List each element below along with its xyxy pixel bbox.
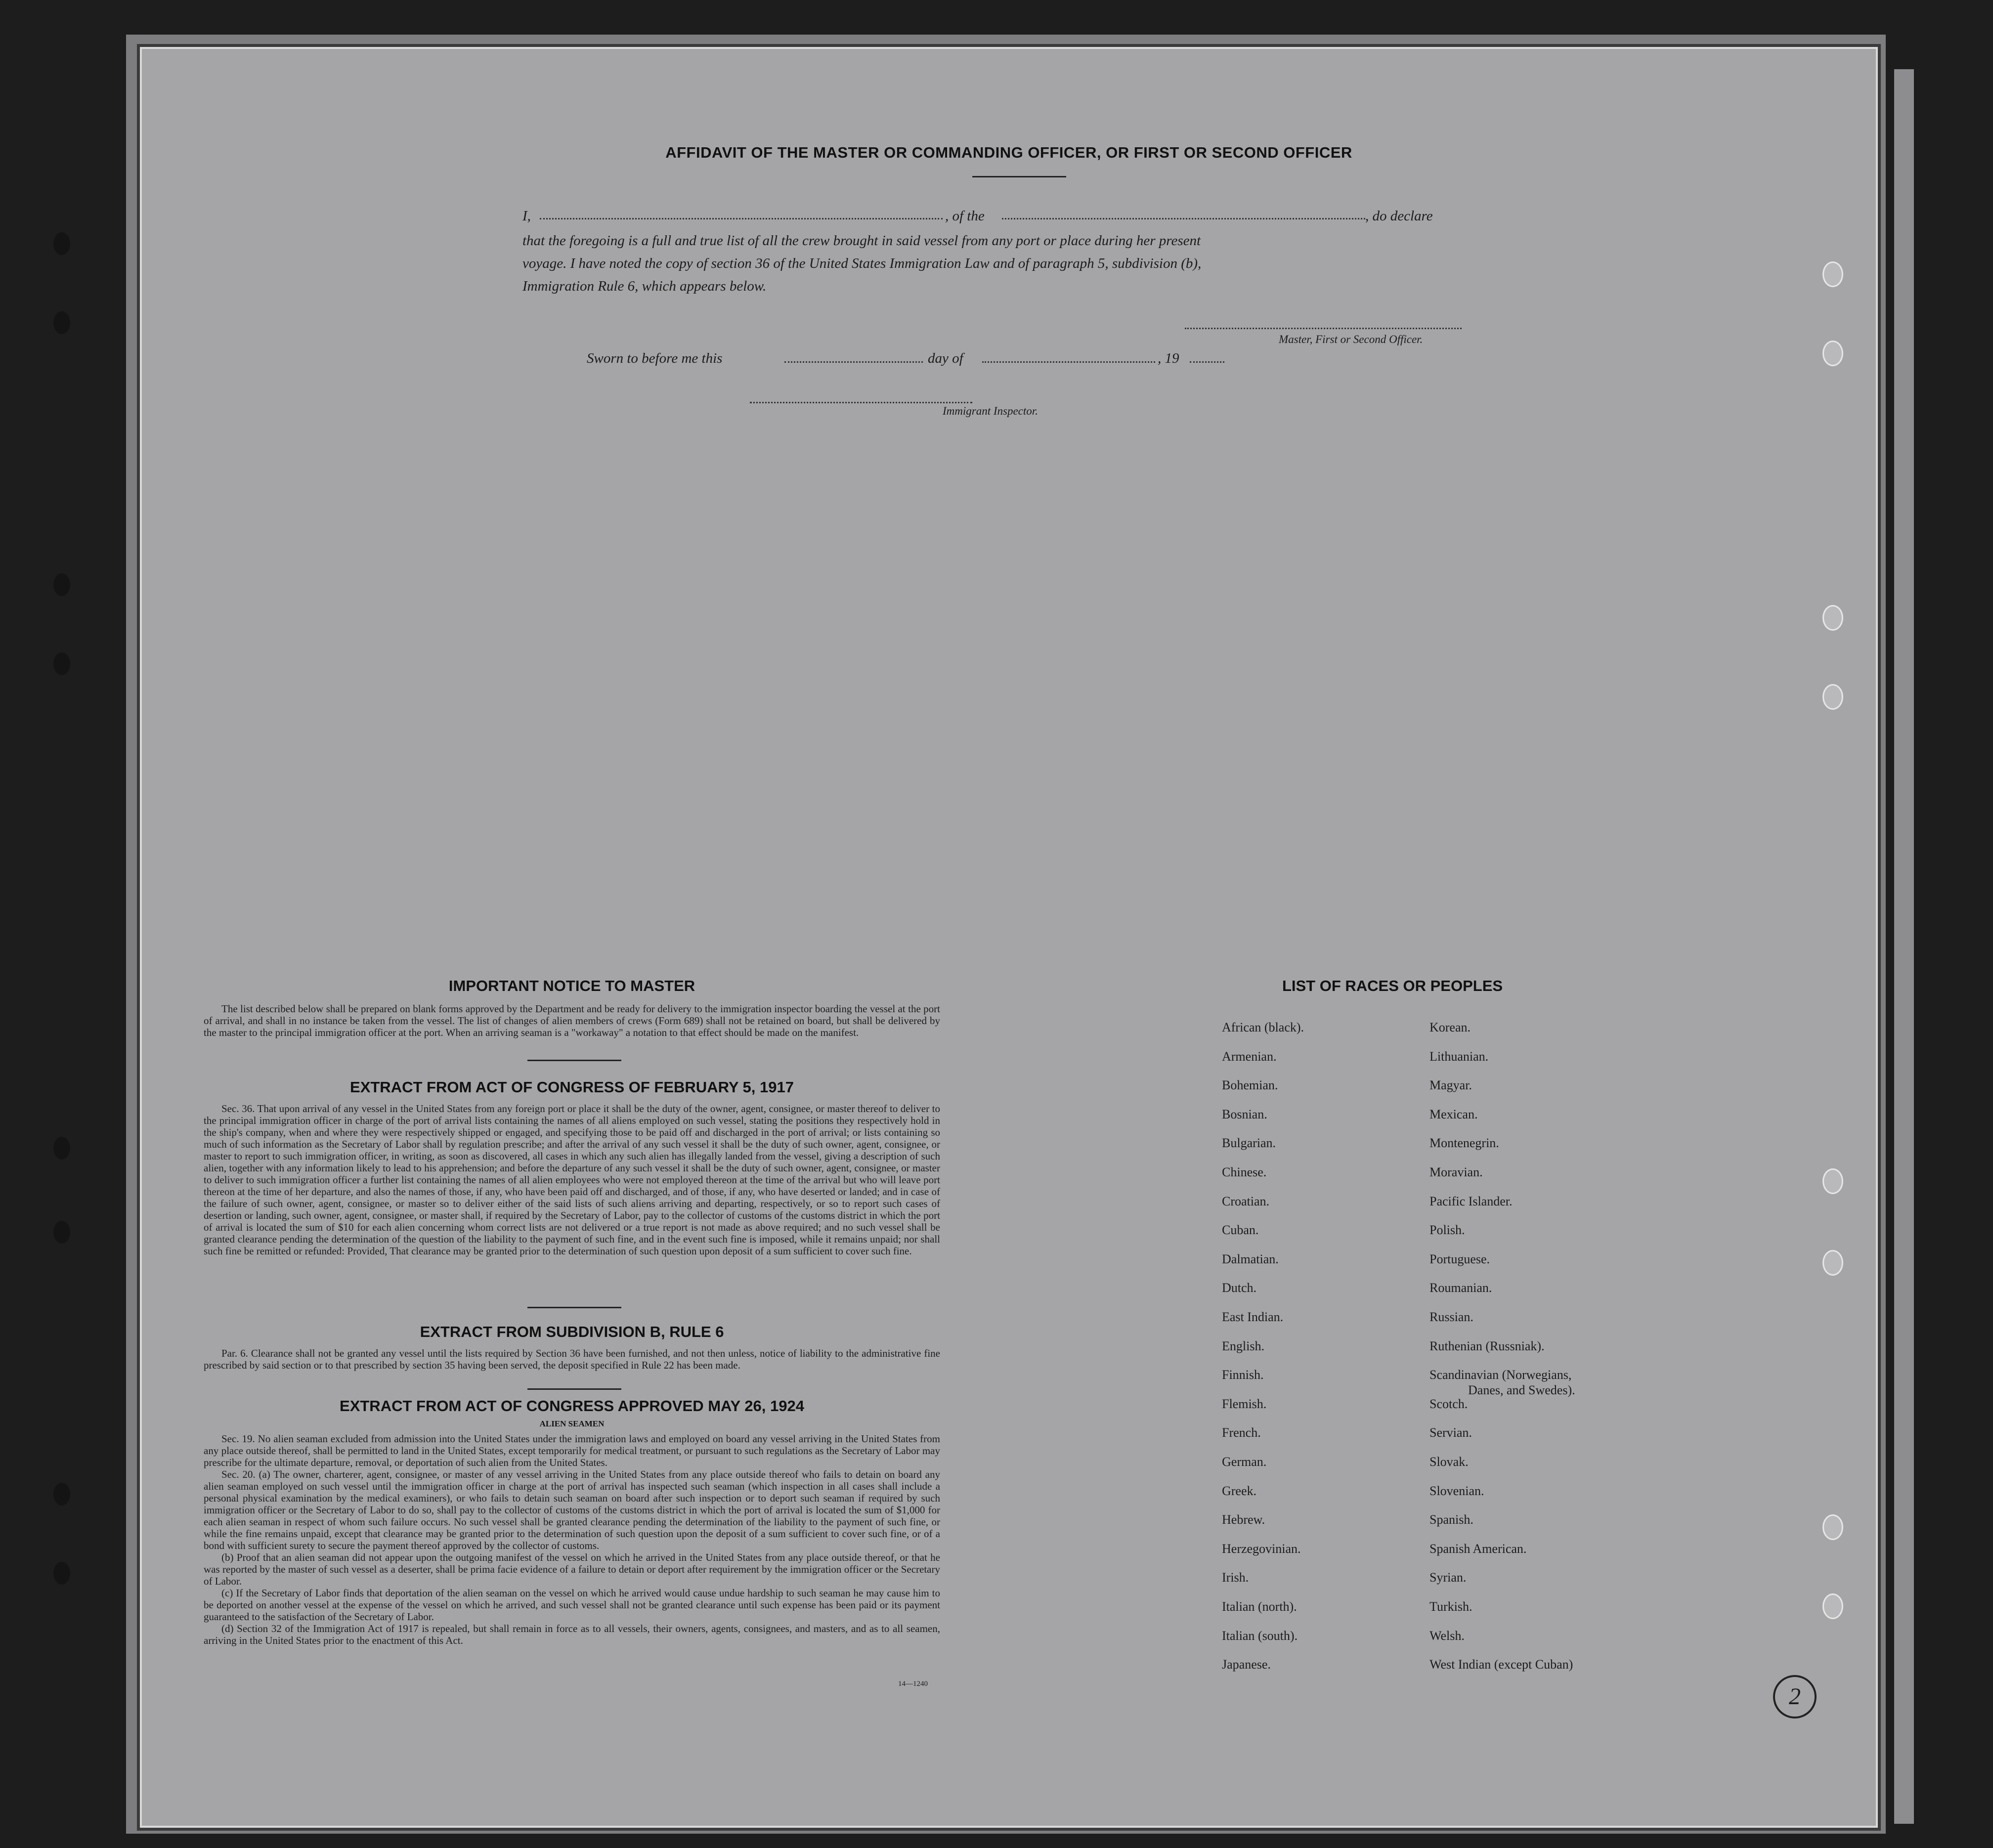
race-item: Montenegrin. [1430,1136,1499,1150]
punch-hole [1822,341,1843,366]
race-item: Roumanian. [1430,1281,1492,1295]
race-item: Danes, and Swedes). [1468,1383,1575,1397]
race-item: Chinese. [1222,1165,1267,1179]
race-item: Syrian. [1430,1570,1467,1585]
race-item: Finnish. [1222,1368,1264,1382]
alien-seamen-subtitle: ALIEN SEAMEN [539,1419,605,1428]
section-rule [527,1060,621,1061]
race-item: Herzegovinian. [1222,1542,1301,1556]
race-item: Welsh. [1430,1629,1465,1643]
race-item: African (black). [1222,1020,1304,1034]
punch-hole [1822,1168,1843,1194]
binder-hole [53,1562,70,1585]
race-item: Italian (south). [1222,1629,1298,1643]
section-rule [527,1307,621,1308]
day-blank [784,361,923,363]
punch-hole [1822,261,1843,287]
affidavit-line4: Immigration Rule 6, which appears below. [522,278,767,294]
race-item: Lithuanian. [1430,1049,1489,1064]
extract-rule6-text [204,1347,940,1371]
sworn-label: Sworn to before me this [587,350,723,366]
race-item: Croatian. [1222,1194,1270,1208]
sec-19-paragraph: Sec. 19. No alien seaman excluded from admission into the United States under the immigration laws and employed on board any vessel arriving in the United States from any place outside thereof, shall be permitted to land in the United States, except temporarily for medical treatment, or pursuant to such regulations as the Secretary of Labor may prescribe for the ultimate departure, removal, or deportation of such alien from the United States. [204,1433,940,1468]
race-item: Pacific Islander. [1430,1194,1513,1208]
race-item: Scotch. [1430,1397,1468,1411]
binder-hole [53,311,70,334]
race-item: Japanese. [1222,1657,1271,1672]
form-number: 14—1240 [898,1680,928,1688]
race-item: Moravian. [1430,1165,1483,1179]
punch-hole [1822,1514,1843,1540]
punch-hole [1822,1250,1843,1276]
race-item: West Indian (except Cuban) [1430,1657,1573,1672]
title-rule [972,176,1066,177]
punch-hole [1822,1593,1843,1619]
race-item: Magyar. [1430,1078,1472,1092]
race-item: Slovenian. [1430,1484,1484,1498]
affidavit-declare: , do declare [1365,208,1433,224]
binder-hole [53,1137,70,1160]
race-item: Bohemian. [1222,1078,1278,1092]
affidavit-title: AFFIDAVIT OF THE MASTER OR COMMANDING OFFICER, OR FIRST OR SECOND OFFICER [665,144,1352,161]
race-item: Korean. [1430,1020,1471,1034]
page-number: 2 [1773,1675,1817,1719]
race-item: Ruthenian (Russniak). [1430,1339,1545,1353]
race-item: Bosnian. [1222,1107,1267,1121]
binder-hole [53,652,70,675]
inspector-label: Immigrant Inspector. [943,405,1038,417]
notice-title: IMPORTANT NOTICE TO MASTER [448,977,695,994]
extract-1917-text [204,1103,940,1257]
race-item: Dalmatian. [1222,1252,1279,1266]
sec-20d-paragraph: (d) Section 32 of the Immigration Act of 1917 is repealed, but shall remain in force as to all vessels, their owners, agents, consignees, and masters, and as to all seamen, arriving in the United States prior to the enactment of this Act. [204,1623,940,1646]
races-title: LIST OF RACES OR PEOPLES [1282,977,1503,994]
race-item: Italian (north). [1222,1599,1297,1614]
affidavit-i: I, [522,208,531,224]
race-item: Servian. [1430,1425,1472,1440]
extract-1924-title: EXTRACT FROM ACT OF CONGRESS APPROVED MAY 26, 1924 [340,1397,804,1415]
race-item: Polish. [1430,1223,1465,1237]
par-6-paragraph: Par. 6. Clearance shall not be granted any vessel until the lists required by Section 36 have been furnished, and not then unless, notice of liability to the administrative fine prescribed by said section or to that prescribed by section 35 having been served, the deposit specified in Rule 22 has been made. [204,1347,940,1371]
day-of-label: day of [928,350,963,366]
year-blank [1190,361,1224,363]
name-blank [540,218,943,219]
binder-hole [53,573,70,596]
race-item: English. [1222,1339,1264,1353]
race-item: Scandinavian (Norwegians, [1430,1368,1572,1382]
binder-hole [53,1221,70,1244]
extract-1924-text [204,1433,940,1646]
notice-text [204,1003,940,1038]
race-item: East Indian. [1222,1310,1284,1324]
sec-20c-paragraph: (c) If the Secretary of Labor finds that deportation of the alien seaman on the vessel on which he arrived would cause undue hardship to such seaman he may cause him to be deported on another vessel at the expense of the vessel on which he arrived, and such vessel shall not be granted clearance until such expense has been paid or its payment guaranteed to the satisfaction of the Secretary of Labor. [204,1587,940,1623]
race-item: Flemish. [1222,1397,1267,1411]
sec-20b-paragraph: (b) Proof that an alien seaman did not appear upon the outgoing manifest of the vessel on which he arrived in the United States from any place outside thereof, or that he was reported by the master of such vessel as a deserter, shall be prima facie evidence of a failure to detain or deport after requirement by the immigration officer or the Secretary of Labor. [204,1551,940,1587]
punch-hole [1822,684,1843,710]
section-rule [527,1388,621,1390]
race-item: Slovak. [1430,1455,1469,1469]
race-item: Turkish. [1430,1599,1473,1614]
race-item: Portuguese. [1430,1252,1490,1266]
inspector-blank [750,402,972,403]
punch-hole [1822,605,1843,631]
race-item: Spanish American. [1430,1542,1527,1556]
binder-hole [53,1483,70,1505]
race-item: Bulgarian. [1222,1136,1276,1150]
signature-blank [1185,328,1462,329]
race-item: Dutch. [1222,1281,1257,1295]
page-edge [1894,69,1914,1824]
affidavit-line3: voyage. I have noted the copy of section 36 of the United States Immigration Law and of paragraph 5, subdivision (b), [522,256,1202,271]
race-item: Greek. [1222,1484,1257,1498]
race-item: French. [1222,1425,1261,1440]
race-item: German. [1222,1455,1267,1469]
race-item: Cuban. [1222,1223,1259,1237]
affidavit-line2: that the foregoing is a full and true list of all the crew brought in said vessel from any port or place during her present [522,233,1201,249]
month-blank [982,361,1155,363]
notice-paragraph: The list described below shall be prepared on blank forms approved by the Department and be ready for delivery to the immigration inspector boarding the vessel at the port of arrival, and shall in no instance be taken from the vessel. The list of changes of alien members of crews (Form 689) shall not be retained on board, but shall be delivered by the master to the principal immigration officer at the port. When an arriving seaman is a "workaway" a notation to that effect should be made on the manifest. [204,1003,940,1038]
sec-20a-paragraph: Sec. 20. (a) The owner, charterer, agent, consignee, or master of any vessel arriving in the United States from any place outside thereof who fails to detain on board any alien seaman employed on such vessel until the immigration officer in charge at the port of arrival has inspected such seaman (which inspection in all cases shall include a personal physical examination by the medical examiners), or who fails to detain such seaman on board after such inspection or to deport such seaman if required by such immigration officer or the Secretary of Labor to do so, shall pay to the collector of customs of the customs district in which the port of arrival is located the sum of $1,000 for each alien seaman in respect of whom such failure occurs. No such vessel shall be granted clearance pending the determination of the liability to the payment of such fine, or while the fine remains unpaid, except that clearance may be granted prior to the determination of such question upon the deposit of a sum sufficient to cover such fine, or of a bond with sufficient surety to secure the payment thereof approved by the collector of customs. [204,1468,940,1551]
race-item: Hebrew. [1222,1512,1265,1527]
affidavit-of-the: , of the [945,208,985,224]
race-item: Spanish. [1430,1512,1473,1527]
document-page [140,47,1878,1828]
race-item: Irish. [1222,1570,1249,1585]
extract-1917-title: EXTRACT FROM ACT OF CONGRESS OF FEBRUARY 5, 1917 [350,1078,794,1096]
sec-36-paragraph: Sec. 36. That upon arrival of any vessel in the United States from any foreign port or place it shall be the duty of the owner, agent, consignee, or master thereof to deliver to the principal immigration officer in charge of the port of arrival lists containing the names of all aliens employed on such vessel, stating the positions they respectively hold in the ship's company, when and where they were respectively shipped or engaged, and specifying those to be paid off and discharged in the port of arrival; or lists containing so much of such information as the Secretary of Labor shall by regulation prescribe; and after the arrival of any such vessel it shall be the duty of such owner, agent, consignee, or master to report to such immigration officer, in writing, as soon as discovered, all cases in which any such alien has illegally landed from the vessel, giving a description of such alien, together with any information likely to lead to his apprehension; and before the departure of any such vessel it shall be the duty of such owner, agent, consignee, or master to deliver to such immigration officer a further list containing the names of all alien employees who were not employed thereon at the time of the arrival but who will leave port thereon at the time of her departure, and also the names of those, if any, who have been paid off and discharged, and of those, if any, who have deserted or landed; and in case of the failure of such owner, agent, consignee, or master so to deliver either of the said lists of such aliens arriving and departing, respectively, or so to report such cases of desertion or landing, such owner, agent, consignee, or master shall, if required by the Secretary of Labor, pay to the collector of customs of the customs district in which the port of arrival is located the sum of $10 for each alien concerning whom correct lists are not delivered or a true report is not made as above required; and no such vessel shall be granted clearance pending the determination of the question of the liability to the payment of such fine, and in the event such fine is imposed, while it remains unpaid; nor shall such fine be remitted or refunded: Provided, That clearance may be granted prior to the determination of such question upon deposit of a sum sufficient to cover such fine. [204,1103,940,1257]
vessel-blank [1002,218,1365,219]
race-item: Mexican. [1430,1107,1478,1121]
signature-label: Master, First or Second Officer. [1279,333,1423,345]
race-item: Russian. [1430,1310,1473,1324]
binder-hole [53,232,70,255]
year-label: , 19 [1158,350,1179,366]
extract-rule6-title: EXTRACT FROM SUBDIVISION B, RULE 6 [420,1323,724,1340]
race-item: Armenian. [1222,1049,1277,1064]
